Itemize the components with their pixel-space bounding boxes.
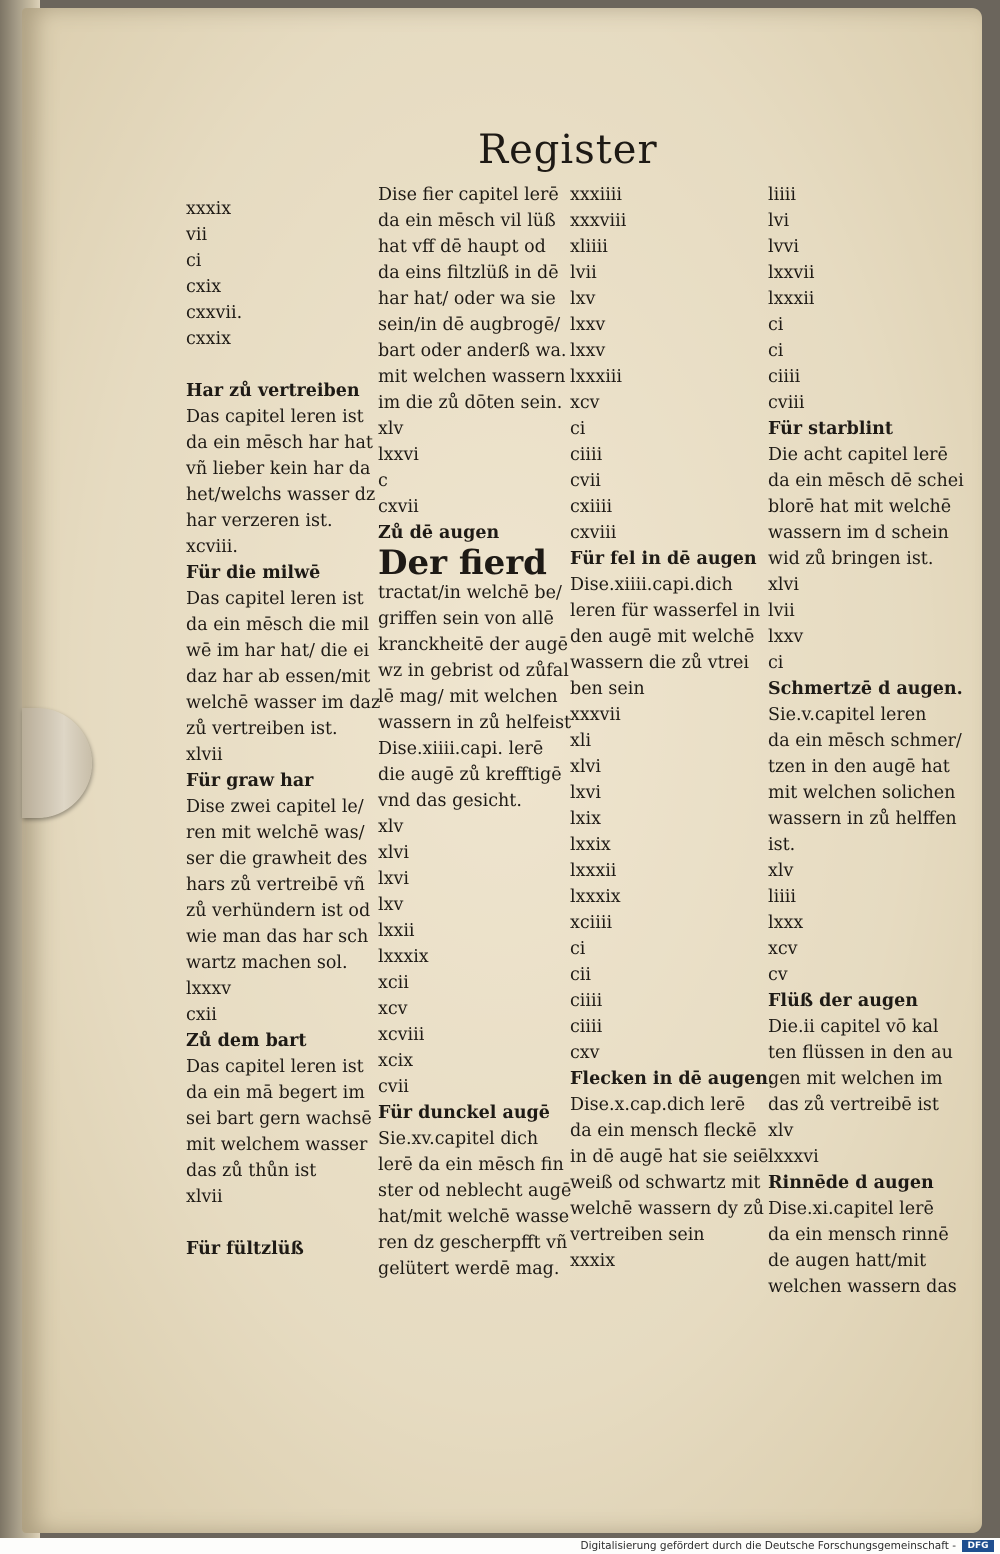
register-entry: ser die grawheit des — [186, 849, 368, 869]
register-entry — [186, 1210, 380, 1236]
register-entry: lxxxvi — [768, 1147, 819, 1167]
register-entry: da ein mensch fleckē — [570, 1121, 757, 1141]
register-entry: ci — [768, 341, 784, 361]
register-entry: lxxvii — [768, 263, 815, 283]
register-entry: vii — [186, 225, 208, 245]
register-entry: cxxvii. — [186, 303, 243, 323]
register-entry: welchē wassern dy zů — [570, 1199, 764, 1219]
register-entry: wid zů bringen ist. — [768, 549, 934, 569]
register-entry: lxxxii — [768, 289, 815, 309]
register-entry: xcv — [768, 939, 798, 959]
register-entry: xxxviii — [570, 211, 627, 231]
register-entry: lxxxix — [378, 947, 429, 967]
register-column-2 — [378, 182, 571, 1282]
register-entry: lxxxix — [570, 887, 621, 907]
section-heading: Zů dē augen — [378, 523, 500, 543]
register-entry: wē im har hat/ die ei — [186, 641, 370, 661]
register-entry: weiß od schwartz mit — [570, 1173, 761, 1193]
section-heading: Rinnēde d augen — [768, 1173, 934, 1193]
register-entry: xcv — [378, 999, 408, 1019]
register-entry: hat vff dē haupt od — [378, 237, 546, 257]
register-entry: cxiiii — [570, 497, 613, 517]
register-entry: de augen hatt/mit — [768, 1251, 927, 1271]
register-entry: blorē hat mit welchē — [768, 497, 952, 517]
register-entry: mit welchem wasser — [186, 1135, 368, 1155]
register-entry: vñ lieber kein har da — [186, 459, 371, 479]
register-entry: lxvi — [570, 783, 601, 803]
register-entry: wie man das har sch — [186, 927, 369, 947]
register-entry: mit welchen wassern — [378, 367, 566, 387]
register-entry: zů verhündern ist od — [186, 901, 371, 921]
register-entry: c — [378, 471, 388, 491]
register-entry: griffen sein von allē — [378, 609, 554, 629]
register-entry: xlvii — [186, 1187, 223, 1207]
register-entry: ciiii — [570, 445, 603, 465]
register-entry: Das capitel leren ist — [186, 589, 364, 609]
register-entry: cxv — [570, 1043, 600, 1063]
register-entry: wassern in zů helfeist — [378, 713, 572, 733]
register-entry: da ein mēsch dē schei — [768, 471, 964, 491]
section-heading: Har zů vertreiben — [186, 381, 360, 401]
register-entry: da ein mēsch schmer/ — [768, 731, 962, 751]
register-column-1 — [186, 196, 380, 1262]
register-entry: ist. — [768, 835, 796, 855]
register-entry: lerē da ein mēsch fin — [378, 1155, 564, 1175]
register-entry: xlv — [768, 1121, 794, 1141]
register-entry: xxxix — [570, 1251, 616, 1271]
register-entry: cii — [570, 965, 591, 985]
register-entry: lxxix — [570, 835, 611, 855]
register-entry: da ein mā begert im — [186, 1083, 365, 1103]
register-entry: bart oder anderß wa. — [378, 341, 567, 361]
register-entry: gen mit welchen im — [768, 1069, 943, 1089]
register-entry: lxxv — [570, 341, 606, 361]
register-entry: cxvii — [378, 497, 419, 517]
register-entry: ciiii — [570, 991, 603, 1011]
register-entry: wassern im d schein — [768, 523, 949, 543]
register-entry: da ein mēsch vil lüß — [378, 211, 556, 231]
register-entry: cvii — [378, 1077, 409, 1097]
register-entry: Das capitel leren ist — [186, 407, 364, 427]
register-entry: lvii — [768, 601, 795, 621]
register-entry: Die acht capitel lerē — [768, 445, 948, 465]
register-entry: lxv — [378, 895, 404, 915]
register-entry: har verzeren ist. — [186, 511, 333, 531]
register-entry: lxxv — [570, 315, 606, 335]
register-entry: Die.ii capitel vō kal — [768, 1017, 939, 1037]
register-entry: Dise.xi.capitel lerē — [768, 1199, 934, 1219]
register-entry: ci — [768, 315, 784, 335]
register-entry: lvvi — [768, 237, 799, 257]
register-entry: lxxxii — [570, 861, 617, 881]
register-entry: mit welchen solichen — [768, 783, 956, 803]
register-entry: xcv — [570, 393, 600, 413]
register-entry: Dise.xiiii.capi. lerē — [378, 739, 544, 759]
register-entry: welchen wassern das — [768, 1277, 957, 1297]
register-entry: lxxxv — [186, 979, 232, 999]
register-entry: vnd das gesicht. — [378, 791, 522, 811]
register-entry: lxix — [570, 809, 601, 829]
register-entry: ten flüssen in den au — [768, 1043, 953, 1063]
register-column-4 — [768, 182, 964, 1300]
register-entry: Sie.v.capitel leren — [768, 705, 927, 725]
register-entry: ciiii — [570, 1017, 603, 1037]
register-entry: hat/mit welchē wasse — [378, 1207, 570, 1227]
register-entry: die augē zů krefftigē — [378, 765, 562, 785]
section-heading: Für die milwē — [186, 563, 321, 583]
register-entry: kranckheitē der augē — [378, 635, 569, 655]
section-heading: Für graw har — [186, 771, 314, 791]
register-entry: har hat/ oder wa sie — [378, 289, 556, 309]
register-entry: xxxvii — [570, 705, 621, 725]
footer-bar — [0, 1538, 1000, 1554]
register-entry: zů vertreiben ist. — [186, 719, 338, 739]
register-entry: lvii — [570, 263, 597, 283]
register-entry: cviii — [768, 393, 805, 413]
register-entry: xciiii — [570, 913, 613, 933]
register-entry: lvi — [768, 211, 790, 231]
register-entry: hars zů vertreibē vñ — [186, 875, 365, 895]
register-entry: den augē mit welchē — [570, 627, 755, 647]
register-entry: da ein mēsch har hat — [186, 433, 373, 453]
section-heading: Zů dem bart — [186, 1031, 307, 1051]
register-entry: xcviii — [378, 1025, 425, 1045]
register-entry: xxxiiii — [570, 185, 622, 205]
register-entry: ren dz gescherpfft vñ — [378, 1233, 568, 1253]
register-column-3 — [570, 182, 774, 1274]
register-entry: da eins filtzlüß in dē — [378, 263, 559, 283]
register-entry: das zů vertreibē ist — [768, 1095, 939, 1115]
register-entry: cxii — [186, 1005, 217, 1025]
register-entry: ster od neblecht augē — [378, 1181, 572, 1201]
register-entry: in dē augē hat sie seiē — [570, 1147, 769, 1167]
register-entry: Dise.x.cap.dich lerē — [570, 1095, 746, 1115]
register-entry: xlv — [768, 861, 794, 881]
register-entry: het/welchs wasser dz — [186, 485, 376, 505]
register-entry: lē mag/ mit welchen — [378, 687, 558, 707]
register-entry: lxxii — [378, 921, 415, 941]
register-entry: daz har ab essen/mit — [186, 667, 371, 687]
section-heading: Flecken in dē augen. — [570, 1069, 775, 1089]
register-entry: wartz machen sol. — [186, 953, 348, 973]
register-entry: Dise.xiiii.capi.dich — [570, 575, 733, 595]
register-entry: xlvi — [378, 843, 409, 863]
register-entry: welchē wasser im daz — [186, 693, 381, 713]
register-entry: xliiii — [570, 237, 608, 257]
register-entry: xli — [570, 731, 592, 751]
register-entry: lxxxiii — [570, 367, 622, 387]
page-title: Register — [478, 127, 658, 173]
register-entry: ci — [768, 653, 784, 673]
register-entry: ci — [186, 251, 202, 271]
register-entry: lxxx — [768, 913, 804, 933]
section-heading: Für fültzlüß — [186, 1239, 304, 1259]
section-heading: Für starblint — [768, 419, 893, 439]
register-entry: lxv — [570, 289, 596, 309]
register-entry: wassern die zů vtrei — [570, 653, 749, 673]
section-heading: Für dunckel augē — [378, 1103, 550, 1123]
section-heading: Schmertzē d augen. — [768, 679, 963, 699]
register-entry: xlv — [378, 817, 404, 837]
register-entry: xcix — [378, 1051, 414, 1071]
register-entry: Dise fier capitel lerē — [378, 185, 559, 205]
register-entry — [186, 352, 380, 378]
register-entry: cv — [768, 965, 788, 985]
register-entry: wz in gebrist od zůfal — [378, 661, 569, 681]
register-entry: cxix — [186, 277, 222, 297]
register-entry: sei bart gern wachsē — [186, 1109, 372, 1129]
register-entry: liiii — [768, 887, 796, 907]
register-entry: gelütert werdē mag. — [378, 1259, 560, 1279]
register-entry: ciiii — [768, 367, 801, 387]
register-entry: xcviii. — [186, 537, 238, 557]
register-entry: tractat/in welchē be/ — [378, 583, 562, 603]
register-entry: ci — [570, 939, 586, 959]
register-entry: cxxix — [186, 329, 232, 349]
register-entry: Sie.xv.capitel dich — [378, 1129, 539, 1149]
register-entry: xlvi — [570, 757, 601, 777]
register-entry: da ein mensch rinnē — [768, 1225, 949, 1245]
register-entry: ci — [570, 419, 586, 439]
register-entry: sein/in dē augbrogē/ — [378, 315, 561, 335]
register-entry: da ein mēsch die mil — [186, 615, 370, 635]
register-entry: das zů thůn ist — [186, 1161, 317, 1181]
section-heading: Für fel in dē augen — [570, 549, 757, 569]
register-entry: leren für wasserfel in — [570, 601, 761, 621]
register-entry: vertreiben sein — [570, 1225, 705, 1245]
register-entry: xlv — [378, 419, 404, 439]
register-entry: lxvi — [378, 869, 409, 889]
register-entry: xcii — [378, 973, 409, 993]
register-entry: liiii — [768, 185, 796, 205]
section-heading: Der fierd — [378, 543, 547, 583]
register-entry: wassern in zů helffen — [768, 809, 957, 829]
register-entry: Das capitel leren ist — [186, 1057, 364, 1077]
register-entry: Dise zwei capitel le/ — [186, 797, 364, 817]
register-entry: ren mit welchē was/ — [186, 823, 365, 843]
register-entry: im die zů dōten sein. — [378, 393, 563, 413]
register-entry: lxxvi — [378, 445, 419, 465]
register-entry: xxxix — [186, 199, 232, 219]
footer-credit: Digitalisierung gefördert durch die Deutsche Forschungsgemeinschaft - — [580, 1540, 956, 1552]
register-entry: ben sein — [570, 679, 645, 699]
register-entry: cvii — [570, 471, 601, 491]
register-entry: lxxv — [768, 627, 804, 647]
register-entry: xlvi — [768, 575, 799, 595]
dfg-logo: DFG — [962, 1540, 994, 1552]
register-entry: cxviii — [570, 523, 617, 543]
register-entry: tzen in den augē hat — [768, 757, 950, 777]
page-clip — [22, 708, 92, 818]
register-entry: xlvii — [186, 745, 223, 765]
section-heading: Flüß der augen — [768, 991, 919, 1011]
